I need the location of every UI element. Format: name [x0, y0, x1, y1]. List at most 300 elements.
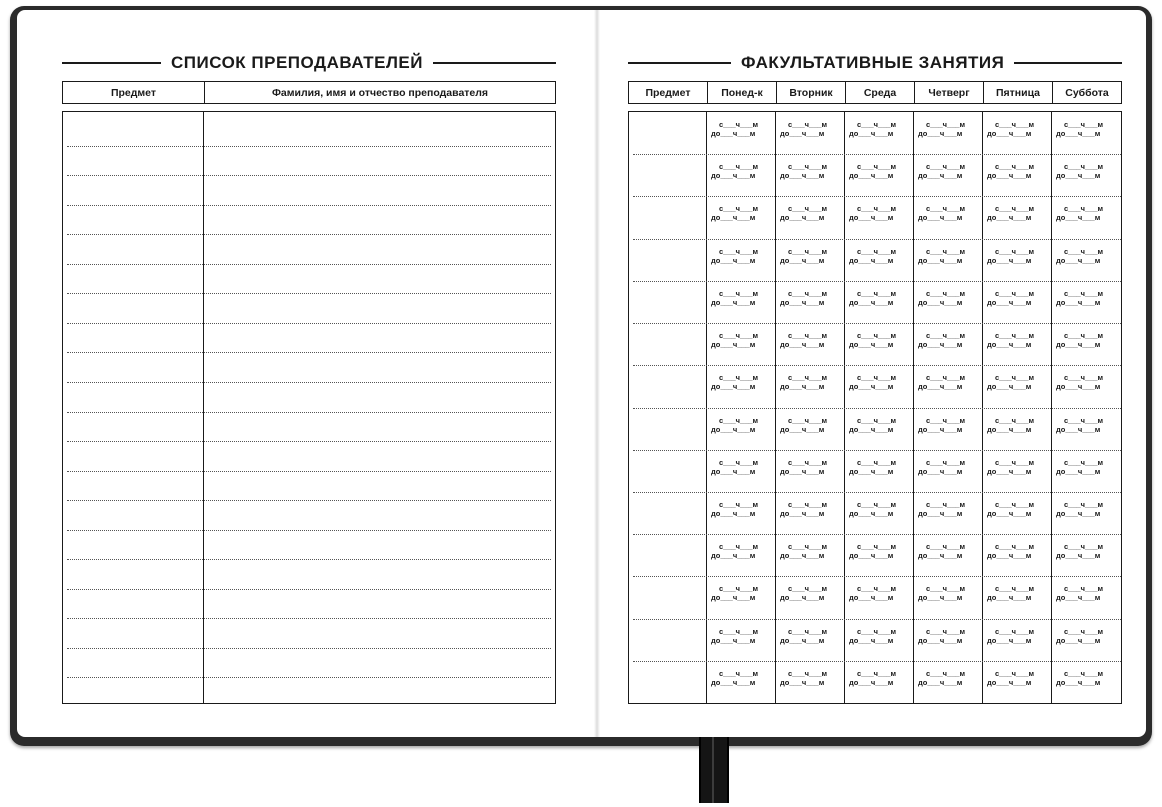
electives-table-header [628, 81, 1122, 104]
time-slot[interactable] [918, 584, 981, 602]
time-from: с___ч___м [995, 162, 1035, 172]
time-slot[interactable] [849, 162, 912, 180]
time-slot[interactable] [987, 458, 1050, 476]
time-from: с___ч___м [857, 584, 897, 594]
time-from: с___ч___м [1064, 415, 1104, 425]
time-slot[interactable] [987, 416, 1050, 434]
time-to: до___ч___м [918, 297, 963, 307]
time-from: с___ч___м [719, 626, 759, 636]
time-from: с___ч___м [1064, 120, 1104, 129]
time-from: с___ч___м [926, 204, 966, 214]
time-slot[interactable] [711, 627, 774, 645]
time-from: с___ч___м [719, 246, 759, 256]
time-to: до___ч___м [918, 382, 963, 392]
time-to: до___ч___м [711, 466, 756, 476]
teacher-row-line [67, 323, 551, 324]
time-slot[interactable] [1056, 584, 1119, 602]
time-from: с___ч___м [1064, 246, 1104, 256]
time-from: с___ч___м [857, 499, 897, 509]
time-to: до___ч___м [849, 593, 894, 603]
time-slot[interactable] [849, 669, 912, 687]
header-friday: Пятница [983, 82, 1052, 103]
time-from: с___ч___м [926, 331, 966, 341]
time-slot[interactable] [1056, 542, 1119, 560]
time-to: до___ч___м [849, 340, 894, 350]
header-subject: Предмет [110, 86, 157, 99]
time-slot[interactable] [711, 204, 774, 222]
time-slot[interactable] [1056, 247, 1119, 265]
time-to: до___ч___м [987, 635, 1032, 645]
time-slot[interactable] [918, 373, 981, 391]
time-slot[interactable] [711, 247, 774, 265]
time-slot[interactable] [987, 500, 1050, 518]
time-from: с___ч___м [719, 668, 759, 678]
time-from: с___ч___м [995, 584, 1035, 594]
time-slot[interactable] [849, 416, 912, 434]
time-to: до___ч___м [849, 508, 894, 518]
elective-row-line [633, 239, 1121, 240]
time-from: с___ч___м [788, 120, 828, 129]
time-slot[interactable] [780, 120, 843, 138]
time-slot[interactable] [780, 542, 843, 560]
time-slot[interactable] [780, 373, 843, 391]
time-to: до___ч___м [918, 129, 963, 138]
teacher-row-line [67, 293, 551, 294]
time-from: с___ч___м [995, 457, 1035, 467]
time-slot[interactable] [1056, 204, 1119, 222]
time-slot[interactable] [918, 627, 981, 645]
time-slot[interactable] [780, 247, 843, 265]
time-to: до___ч___м [1056, 213, 1101, 223]
time-slot[interactable] [1056, 331, 1119, 349]
time-slot[interactable] [1056, 289, 1119, 307]
time-slot[interactable] [780, 289, 843, 307]
time-from: с___ч___м [926, 288, 966, 298]
teacher-row-line [67, 146, 551, 147]
time-to: до___ч___м [918, 635, 963, 645]
time-slot[interactable] [780, 458, 843, 476]
time-from: с___ч___м [1064, 331, 1104, 341]
time-to: до___ч___м [849, 213, 894, 223]
time-to: до___ч___м [711, 593, 756, 603]
time-from: с___ч___м [719, 415, 759, 425]
time-to: до___ч___м [1056, 129, 1101, 138]
time-slot[interactable] [849, 500, 912, 518]
time-slot[interactable] [918, 542, 981, 560]
elective-row-line [633, 281, 1121, 282]
time-slot[interactable] [987, 247, 1050, 265]
time-from: с___ч___м [857, 246, 897, 256]
teacher-row-line [67, 471, 551, 472]
teacher-row-line [67, 589, 551, 590]
time-from: с___ч___м [788, 162, 828, 172]
time-to: до___ч___м [711, 508, 756, 518]
right-page-title [628, 53, 1122, 73]
time-slot[interactable] [849, 458, 912, 476]
time-to: до___ч___м [918, 255, 963, 265]
time-to: до___ч___м [918, 593, 963, 603]
time-to: до___ч___м [1056, 677, 1101, 687]
time-to: до___ч___м [780, 297, 825, 307]
time-slot[interactable] [780, 669, 843, 687]
time-slot[interactable] [1056, 120, 1119, 138]
time-to: до___ч___м [987, 255, 1032, 265]
time-slot[interactable] [987, 584, 1050, 602]
time-to: до___ч___м [711, 340, 756, 350]
header-tuesday: Вторник [776, 82, 845, 103]
time-to: до___ч___м [849, 635, 894, 645]
time-from: с___ч___м [788, 373, 828, 383]
bookmark-ribbon[interactable] [699, 735, 729, 803]
time-from: с___ч___м [1064, 288, 1104, 298]
time-to: до___ч___м [780, 129, 825, 138]
elective-row-line [633, 196, 1121, 197]
time-to: до___ч___м [711, 424, 756, 434]
header-thursday: Четверг [914, 82, 983, 103]
time-slot[interactable] [987, 627, 1050, 645]
time-from: с___ч___м [995, 246, 1035, 256]
time-from: с___ч___м [719, 499, 759, 509]
elective-row-line [633, 408, 1121, 409]
time-from: с___ч___м [995, 120, 1035, 129]
teacher-row-line [67, 175, 551, 176]
time-slot[interactable] [918, 204, 981, 222]
time-from: с___ч___м [857, 331, 897, 341]
time-from: с___ч___м [1064, 499, 1104, 509]
time-to: до___ч___м [918, 466, 963, 476]
time-from: с___ч___м [719, 120, 759, 129]
time-slot[interactable] [711, 373, 774, 391]
teacher-row-line [67, 500, 551, 501]
time-from: с___ч___м [788, 584, 828, 594]
time-from: с___ч___м [719, 584, 759, 594]
time-from: с___ч___м [788, 668, 828, 678]
time-from: с___ч___м [995, 542, 1035, 552]
time-slot[interactable] [918, 416, 981, 434]
time-slot[interactable] [711, 669, 774, 687]
elective-row-line [633, 323, 1121, 324]
time-to: до___ч___м [780, 677, 825, 687]
time-from: с___ч___м [719, 288, 759, 298]
time-from: с___ч___м [788, 542, 828, 552]
time-from: с___ч___м [788, 499, 828, 509]
time-from: с___ч___м [1064, 542, 1104, 552]
time-from: с___ч___м [926, 120, 966, 129]
teachers-table-header [62, 81, 556, 104]
time-from: с___ч___м [857, 120, 897, 129]
time-to: до___ч___м [711, 129, 756, 138]
time-slot[interactable] [780, 584, 843, 602]
title-rule-right [433, 62, 556, 64]
elective-row-line [633, 492, 1121, 493]
time-slot[interactable] [987, 162, 1050, 180]
time-to: до___ч___м [1056, 508, 1101, 518]
time-from: с___ч___м [857, 373, 897, 383]
title-rule-right [1014, 62, 1122, 64]
teacher-row-line [67, 412, 551, 413]
time-from: с___ч___м [995, 415, 1035, 425]
header-monday: Понед-к [707, 82, 776, 103]
column-divider [203, 112, 204, 703]
time-slot[interactable] [780, 627, 843, 645]
time-to: до___ч___м [1056, 255, 1101, 265]
time-to: до___ч___м [711, 677, 756, 687]
time-to: до___ч___м [1056, 466, 1101, 476]
time-from: с___ч___м [788, 288, 828, 298]
time-from: с___ч___м [995, 288, 1035, 298]
time-to: до___ч___м [987, 466, 1032, 476]
time-slot[interactable] [780, 162, 843, 180]
time-from: с___ч___м [926, 415, 966, 425]
time-from: с___ч___м [788, 204, 828, 214]
teacher-row-line [67, 352, 551, 353]
teacher-row-line [67, 648, 551, 649]
time-from: с___ч___м [1064, 373, 1104, 383]
time-to: до___ч___м [849, 677, 894, 687]
time-slot[interactable] [711, 584, 774, 602]
time-to: до___ч___м [780, 593, 825, 603]
time-to: до___ч___м [987, 340, 1032, 350]
time-to: до___ч___м [918, 171, 963, 181]
time-from: с___ч___м [1064, 584, 1104, 594]
time-slot[interactable] [780, 331, 843, 349]
time-slot[interactable] [711, 120, 774, 138]
time-to: до___ч___м [987, 593, 1032, 603]
time-from: с___ч___м [926, 626, 966, 636]
time-from: с___ч___м [719, 542, 759, 552]
title-rule-left [628, 62, 731, 64]
teacher-row-line [67, 382, 551, 383]
teacher-row-line [67, 559, 551, 560]
time-to: до___ч___м [918, 508, 963, 518]
time-from: с___ч___м [719, 373, 759, 383]
time-slot[interactable] [918, 458, 981, 476]
time-from: с___ч___м [719, 331, 759, 341]
time-from: с___ч___м [788, 246, 828, 256]
time-from: с___ч___м [1064, 668, 1104, 678]
teachers-table-body[interactable] [62, 111, 556, 704]
time-from: с___ч___м [857, 457, 897, 467]
time-slot[interactable] [849, 331, 912, 349]
time-from: с___ч___м [926, 499, 966, 509]
header-saturday: Суббота [1052, 82, 1121, 103]
time-to: до___ч___м [711, 297, 756, 307]
time-from: с___ч___м [995, 626, 1035, 636]
time-from: с___ч___м [1064, 162, 1104, 172]
time-to: до___ч___м [987, 677, 1032, 687]
time-slot[interactable] [918, 289, 981, 307]
time-to: до___ч___м [987, 551, 1032, 561]
time-slot[interactable] [849, 584, 912, 602]
time-to: до___ч___м [918, 340, 963, 350]
teacher-row-line [67, 264, 551, 265]
left-page-title [62, 53, 556, 73]
time-slot[interactable] [918, 500, 981, 518]
time-from: с___ч___м [926, 668, 966, 678]
time-to: до___ч___м [918, 424, 963, 434]
time-to: до___ч___м [711, 255, 756, 265]
time-slot[interactable] [1056, 627, 1119, 645]
time-slot[interactable] [1056, 162, 1119, 180]
time-to: до___ч___м [1056, 593, 1101, 603]
time-to: до___ч___м [711, 551, 756, 561]
time-from: с___ч___м [719, 457, 759, 467]
time-to: до___ч___м [918, 213, 963, 223]
time-slot[interactable] [987, 331, 1050, 349]
time-slot[interactable] [849, 120, 912, 138]
time-to: до___ч___м [780, 508, 825, 518]
time-to: до___ч___м [849, 466, 894, 476]
time-from: с___ч___м [926, 542, 966, 552]
time-to: до___ч___м [1056, 551, 1101, 561]
time-from: с___ч___м [926, 584, 966, 594]
time-slot[interactable] [918, 162, 981, 180]
time-to: до___ч___м [780, 382, 825, 392]
time-to: до___ч___м [1056, 297, 1101, 307]
time-slot[interactable] [987, 120, 1050, 138]
elective-row-line [633, 619, 1121, 620]
time-to: до___ч___м [987, 508, 1032, 518]
time-from: с___ч___м [995, 668, 1035, 678]
time-to: до___ч___м [849, 171, 894, 181]
time-from: с___ч___м [995, 373, 1035, 383]
teacher-row-line [67, 441, 551, 442]
header-wednesday: Среда [845, 82, 914, 103]
title-rule-left [62, 62, 161, 64]
time-from: с___ч___м [857, 415, 897, 425]
time-from: с___ч___м [788, 415, 828, 425]
time-from: с___ч___м [926, 246, 966, 256]
time-slot[interactable] [918, 331, 981, 349]
time-slot[interactable] [711, 162, 774, 180]
time-from: с___ч___м [788, 457, 828, 467]
time-slot[interactable] [1056, 500, 1119, 518]
time-slot[interactable] [849, 542, 912, 560]
elective-row-line [633, 534, 1121, 535]
time-to: до___ч___м [987, 382, 1032, 392]
time-slot[interactable] [987, 669, 1050, 687]
time-slot[interactable] [849, 247, 912, 265]
time-from: с___ч___м [926, 373, 966, 383]
time-from: с___ч___м [857, 162, 897, 172]
time-from: с___ч___м [857, 288, 897, 298]
time-slot[interactable] [918, 669, 981, 687]
elective-row-line [633, 661, 1121, 662]
time-slot[interactable] [918, 120, 981, 138]
electives-title: ФАКУЛЬТАТИВНЫЕ ЗАНЯТИЯ [741, 53, 1005, 72]
time-from: с___ч___м [857, 668, 897, 678]
elective-row-line [633, 576, 1121, 577]
time-slot[interactable] [1056, 669, 1119, 687]
time-slot[interactable] [987, 542, 1050, 560]
time-from: с___ч___м [995, 204, 1035, 214]
time-to: до___ч___м [1056, 171, 1101, 181]
teacher-row-line [67, 205, 551, 206]
header-subject: Предмет [645, 86, 691, 99]
teacher-row-line [67, 530, 551, 531]
time-slot[interactable] [1056, 458, 1119, 476]
time-to: до___ч___м [780, 424, 825, 434]
teacher-row-line [67, 677, 551, 678]
time-from: с___ч___м [926, 162, 966, 172]
time-slot[interactable] [711, 289, 774, 307]
teachers-list-title: СПИСОК ПРЕПОДАВАТЕЛЕЙ [171, 53, 423, 72]
time-slot[interactable] [849, 204, 912, 222]
time-slot[interactable] [987, 204, 1050, 222]
electives-table-body[interactable] [628, 111, 1122, 704]
time-to: до___ч___м [987, 424, 1032, 434]
elective-row-line [633, 365, 1121, 366]
time-to: до___ч___м [1056, 635, 1101, 645]
time-slot[interactable] [1056, 373, 1119, 391]
time-slot[interactable] [711, 500, 774, 518]
time-to: до___ч___м [780, 466, 825, 476]
time-to: до___ч___м [918, 677, 963, 687]
time-slot[interactable] [987, 373, 1050, 391]
time-to: до___ч___м [780, 340, 825, 350]
time-slot[interactable] [849, 289, 912, 307]
time-slot[interactable] [780, 204, 843, 222]
time-to: до___ч___м [1056, 424, 1101, 434]
time-from: с___ч___м [788, 331, 828, 341]
time-from: с___ч___м [719, 204, 759, 214]
time-to: до___ч___м [780, 635, 825, 645]
time-slot[interactable] [711, 542, 774, 560]
time-to: до___ч___м [849, 297, 894, 307]
time-from: с___ч___м [857, 204, 897, 214]
time-to: до___ч___м [987, 171, 1032, 181]
elective-row-line [633, 450, 1121, 451]
time-to: до___ч___м [780, 213, 825, 223]
time-to: до___ч___м [987, 129, 1032, 138]
time-to: до___ч___м [1056, 382, 1101, 392]
time-slot[interactable] [918, 247, 981, 265]
time-slot[interactable] [987, 289, 1050, 307]
time-to: до___ч___м [987, 297, 1032, 307]
time-to: до___ч___м [849, 551, 894, 561]
time-from: с___ч___м [788, 626, 828, 636]
teacher-row-line [67, 234, 551, 235]
time-to: до___ч___м [987, 213, 1032, 223]
time-from: с___ч___м [926, 457, 966, 467]
time-from: с___ч___м [995, 499, 1035, 509]
time-slot[interactable] [849, 373, 912, 391]
page-spine [594, 10, 600, 737]
time-slot[interactable] [711, 416, 774, 434]
elective-row-line [633, 154, 1121, 155]
time-to: до___ч___м [711, 213, 756, 223]
time-slot[interactable] [780, 416, 843, 434]
time-slot[interactable] [1056, 416, 1119, 434]
time-to: до___ч___м [849, 129, 894, 138]
teacher-row-line [67, 618, 551, 619]
time-to: до___ч___м [849, 424, 894, 434]
time-slot[interactable] [711, 331, 774, 349]
time-to: до___ч___м [849, 382, 894, 392]
time-to: до___ч___м [780, 171, 825, 181]
time-to: до___ч___м [780, 255, 825, 265]
time-to: до___ч___м [711, 171, 756, 181]
time-slot[interactable] [849, 627, 912, 645]
time-from: с___ч___м [857, 626, 897, 636]
time-to: до___ч___м [711, 382, 756, 392]
time-to: до___ч___м [1056, 340, 1101, 350]
time-from: с___ч___м [1064, 457, 1104, 467]
time-to: до___ч___м [918, 551, 963, 561]
time-slot[interactable] [780, 500, 843, 518]
time-slot[interactable] [711, 458, 774, 476]
time-to: до___ч___м [711, 635, 756, 645]
